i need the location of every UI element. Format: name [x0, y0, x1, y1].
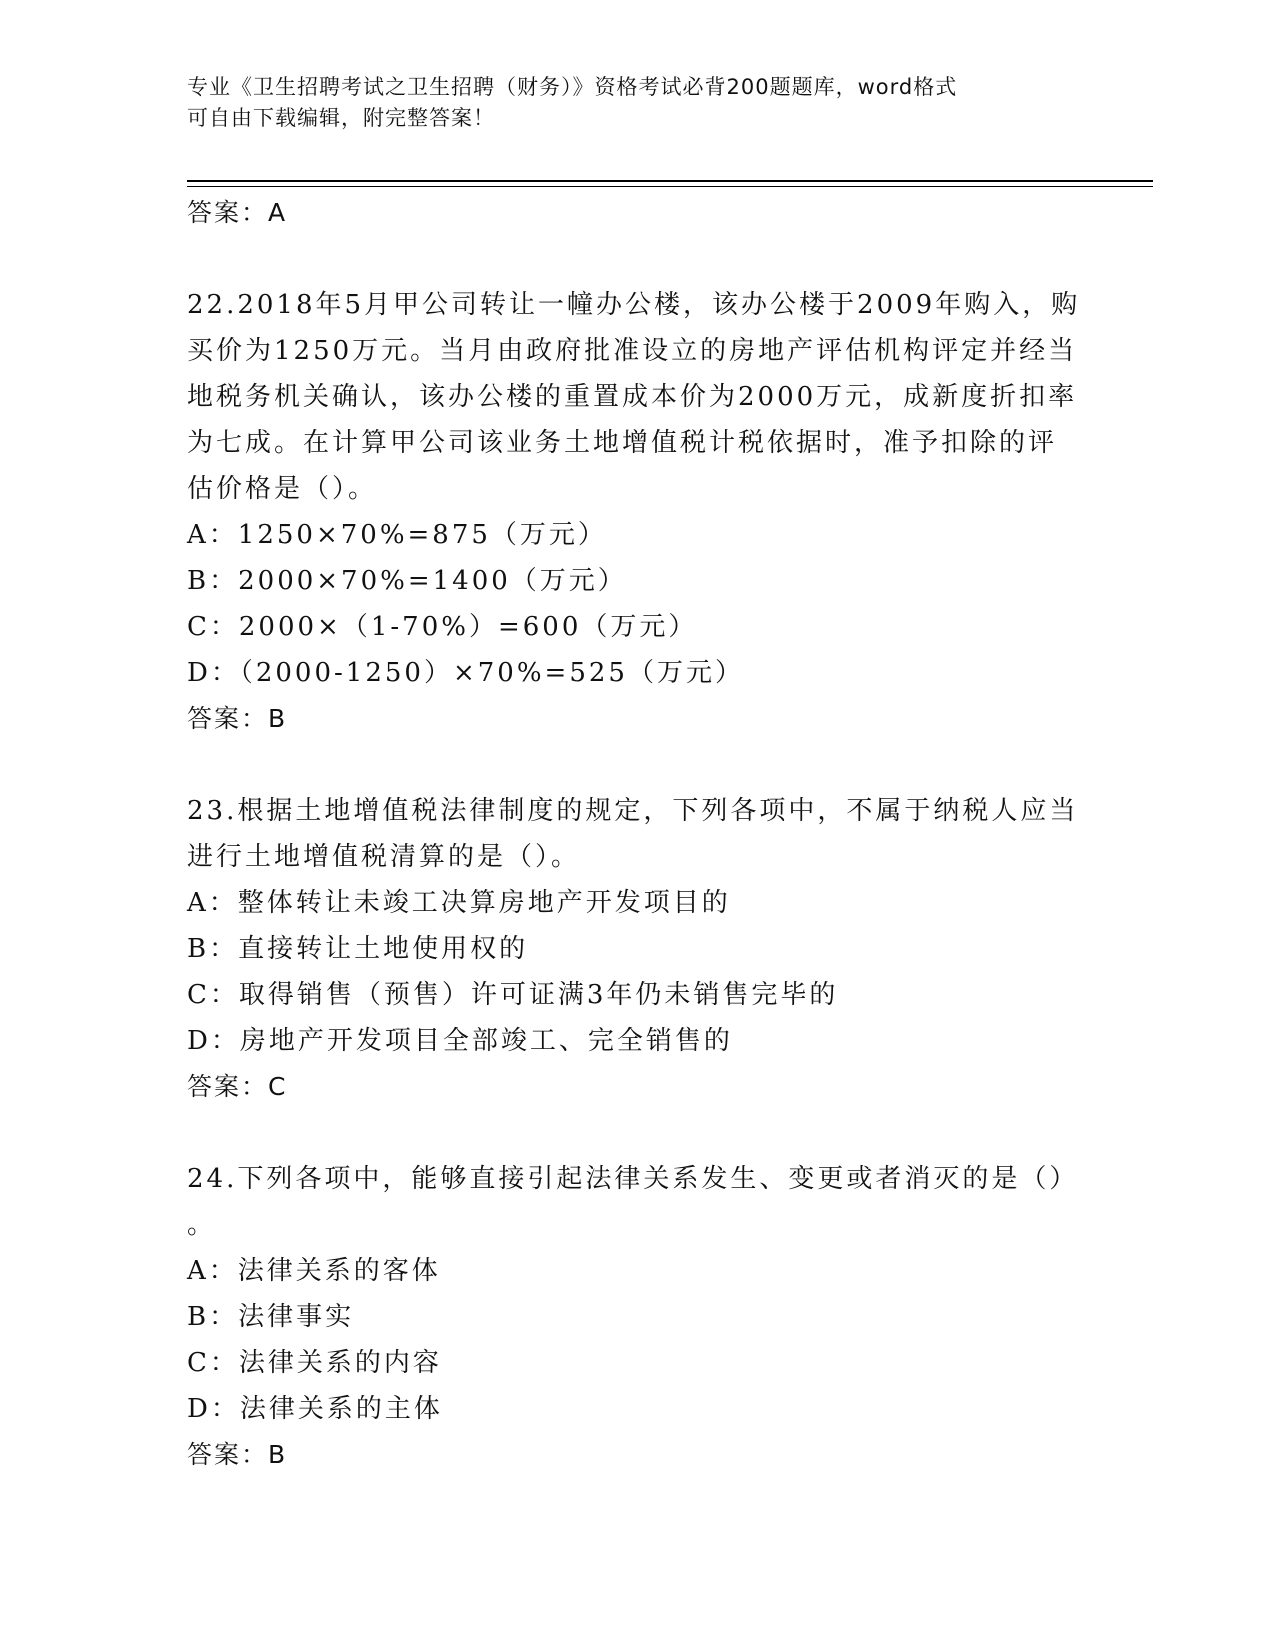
document-body — [187, 190, 1087, 1478]
question-answer: 答案：B — [187, 1440, 288, 1469]
option-c: C：取得销售（预售）许可证满3年仍未销售完毕的 — [187, 980, 839, 1010]
option-b: B：法律事实 — [187, 1302, 355, 1332]
option-c: C：法律关系的内容 — [187, 1348, 442, 1378]
stem-line: 进行土地增值税清算的是（）。 — [187, 842, 581, 872]
option-d: D：法律关系的主体 — [187, 1394, 443, 1424]
option-a: A：整体转让未竣工决算房地产开发项目的 — [187, 888, 731, 918]
stem-line: 22.2018年5月甲公司转让一幢办公楼，该办公楼于2009年购入，购 — [187, 290, 1081, 320]
option-c: C：2000×（1-70%）=600（万元） — [187, 612, 698, 642]
stem-line: 估价格是（）。 — [187, 474, 378, 504]
option-d: D：房地产开发项目全部竣工、完全销售的 — [187, 1026, 733, 1056]
header-line-1: 专业《卫生招聘考试之卫生招聘（财务）》资格考试必背200题题库，word格式 — [187, 75, 958, 99]
option-d: D：（2000-1250）×70%=525（万元） — [187, 658, 744, 688]
stem-line: 为七成。在计算甲公司该业务土地增值税计税依据时，准予扣除的评 — [187, 428, 1058, 458]
header-line-2: 可自由下载编辑，附完整答案！ — [187, 106, 495, 130]
option-b: B：直接转让土地使用权的 — [187, 934, 529, 964]
stem-line: 地税务机关确认，该办公楼的重置成本价为2000万元，成新度折扣率 — [187, 382, 1078, 412]
option-a: A：法律关系的客体 — [187, 1256, 441, 1286]
stem-line: 23.根据土地增值税法律制度的规定，下列各项中，不属于纳税人应当 — [187, 796, 1079, 826]
option-a: A：1250×70%=875（万元） — [187, 520, 607, 550]
question-stem — [187, 1156, 1087, 1248]
question-22 — [187, 282, 1087, 742]
document-header — [187, 72, 1057, 134]
question-answer: 答案：B — [187, 704, 288, 733]
stem-line: 买价为1250万元。当月由政府批准设立的房地产评估机构评定并经当 — [187, 336, 1078, 366]
question-stem — [187, 282, 1087, 512]
stem-line: 24.下列各项中，能够直接引起法律关系发生、变更或者消灭的是（） — [187, 1164, 1079, 1194]
question-23 — [187, 788, 1087, 1110]
question-answer: 答案：C — [187, 1072, 288, 1101]
question-stem — [187, 788, 1087, 880]
option-b: B：2000×70%=1400（万元） — [187, 566, 627, 596]
stem-line: 。 — [187, 1210, 217, 1240]
previous-answer: 答案：A — [187, 198, 288, 227]
question-24 — [187, 1156, 1087, 1478]
header-divider-thick — [187, 180, 1153, 182]
header-divider-thin — [187, 186, 1153, 187]
